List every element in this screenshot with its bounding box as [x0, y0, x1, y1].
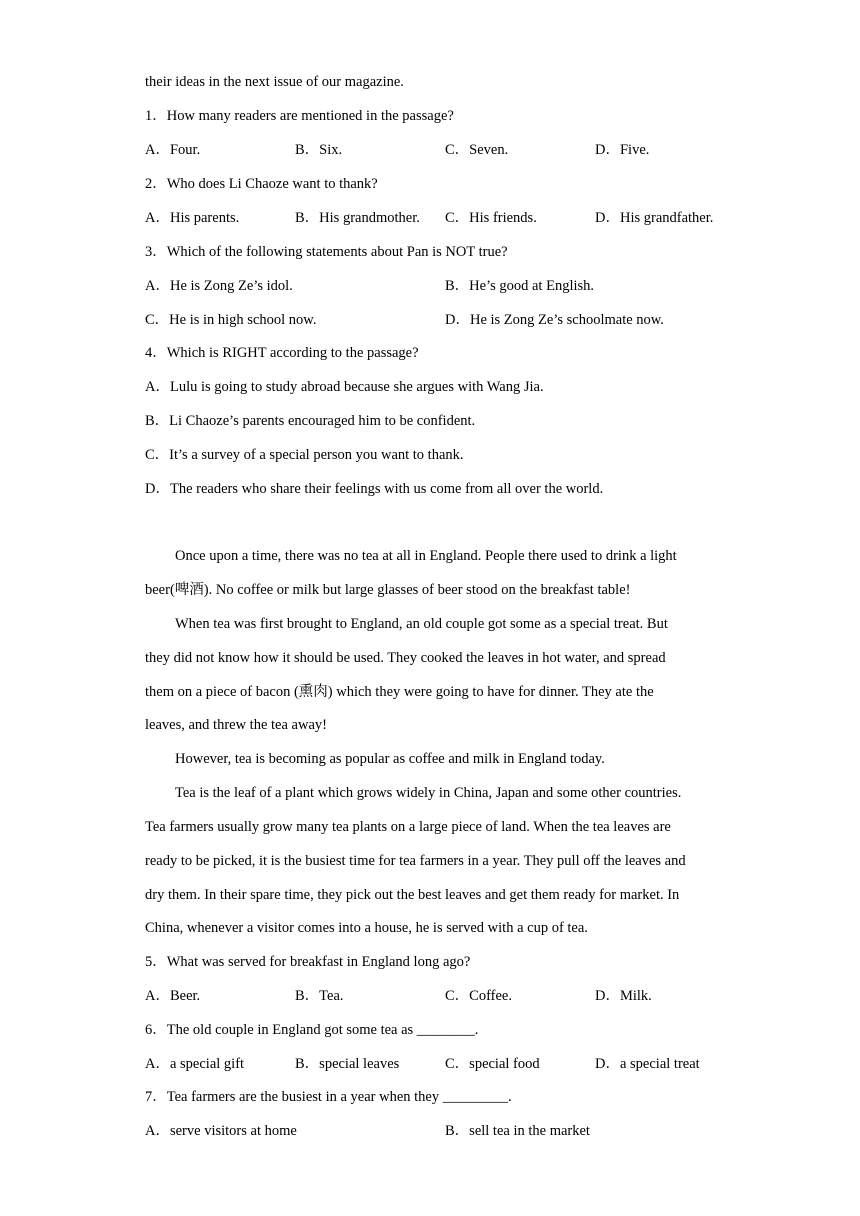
- q1-option-b: B．Six.: [295, 142, 343, 158]
- q1-option-d: D．Five.: [595, 142, 650, 158]
- q6-option-d: D．a special treat: [595, 1056, 700, 1072]
- passage-line: Once upon a time, there was no tea at all in England. People there used to drink a light: [175, 548, 677, 564]
- q6-option-c: C．special food: [445, 1056, 540, 1072]
- passage-line: ready to be picked, it is the busiest time for tea farmers in a year. They pull off the leaves and: [145, 853, 686, 869]
- passage-line: them on a piece of bacon (熏肉) which they were going to have for dinner. They ate the: [145, 684, 654, 700]
- q3-option-a: A．He is Zong Ze’s idol.: [145, 278, 293, 294]
- passage-line: they did not know how it should be used. They cooked the leaves in hot water, and spread: [145, 650, 666, 666]
- passage-line: beer(啤酒). No coffee or milk but large glasses of beer stood on the breakfast table!: [145, 582, 631, 598]
- q4-option-c: C．It’s a survey of a special person you want to thank.: [145, 447, 464, 463]
- q2-option-c: C．His friends.: [445, 210, 537, 226]
- question-6-stem: 6．The old couple in England got some tea as ________.: [145, 1022, 479, 1038]
- q5-option-b: B．Tea.: [295, 988, 344, 1004]
- q5-option-c: C．Coffee.: [445, 988, 512, 1004]
- q2-option-d: D．His grandfather.: [595, 210, 714, 226]
- question-7-stem: 7．Tea farmers are the busiest in a year when they _________.: [145, 1089, 512, 1105]
- q6-option-b: B．special leaves: [295, 1056, 400, 1072]
- passage-line: leaves, and threw the tea away!: [145, 717, 327, 733]
- q2-option-a: A．His parents.: [145, 210, 240, 226]
- question-2-stem: 2．Who does Li Chaoze want to thank?: [145, 176, 378, 192]
- q4-option-b: B．Li Chaoze’s parents encouraged him to be confident.: [145, 413, 476, 429]
- intro-tail: their ideas in the next issue of our magazine.: [145, 74, 404, 90]
- q7-option-b: B．sell tea in the market: [445, 1123, 590, 1139]
- q5-option-a: A．Beer.: [145, 988, 201, 1004]
- question-4-stem: 4．Which is RIGHT according to the passage?: [145, 345, 419, 361]
- q4-option-d: D．The readers who share their feelings with us come from all over the world.: [145, 481, 604, 497]
- q1-option-c: C．Seven.: [445, 142, 509, 158]
- question-5-stem: 5．What was served for breakfast in England long ago?: [145, 954, 471, 970]
- passage-line: dry them. In their spare time, they pick out the best leaves and get them ready for market. In: [145, 887, 680, 903]
- q7-option-a: A．serve visitors at home: [145, 1123, 297, 1139]
- q3-option-b: B．He’s good at English.: [445, 278, 595, 294]
- q2-option-b: B．His grandmother.: [295, 210, 420, 226]
- q5-option-d: D．Milk.: [595, 988, 652, 1004]
- q4-option-a: A．Lulu is going to study abroad because she argues with Wang Jia.: [145, 379, 544, 395]
- q3-option-d: D．He is Zong Ze’s schoolmate now.: [445, 312, 664, 328]
- passage-line: Tea farmers usually grow many tea plants on a large piece of land. When the tea leaves are: [145, 819, 671, 835]
- question-1-stem: 1．How many readers are mentioned in the passage?: [145, 108, 454, 124]
- passage-line: China, whenever a visitor comes into a house, he is served with a cup of tea.: [145, 920, 588, 936]
- passage-line: However, tea is becoming as popular as coffee and milk in England today.: [175, 751, 605, 767]
- q6-option-a: A．a special gift: [145, 1056, 245, 1072]
- q1-option-a: A．Four.: [145, 142, 201, 158]
- passage-line: Tea is the leaf of a plant which grows widely in China, Japan and some other countries.: [175, 785, 682, 801]
- q3-option-c: C．He is in high school now.: [145, 312, 317, 328]
- question-3-stem: 3．Which of the following statements about Pan is NOT true?: [145, 244, 508, 260]
- passage-line: When tea was first brought to England, an old couple got some as a special treat. But: [175, 616, 668, 632]
